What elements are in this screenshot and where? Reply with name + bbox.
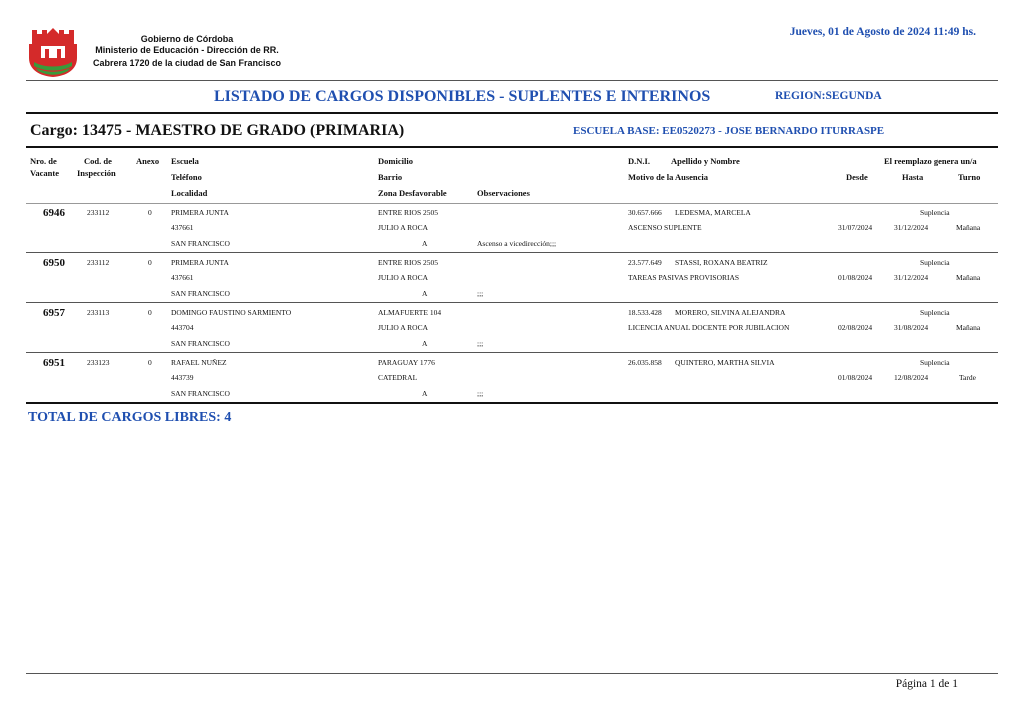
col-zona-desfavorable: Zona Desfavorable [378, 188, 447, 198]
barrio: JULIO A ROCA [378, 223, 429, 232]
cod-inspeccion: 233123 [87, 358, 110, 367]
col-nro-vacante-2: Vacante [30, 168, 59, 178]
dni: 18.533.428 [628, 308, 662, 317]
org-line-3: Cabrera 1720 de la ciudad de San Francisco [92, 58, 282, 68]
fecha-desde: 01/08/2024 [838, 273, 873, 282]
domicilio: PARAGUAY 1776 [378, 358, 435, 367]
table-bottom-divider [26, 402, 998, 404]
observaciones: Ascenso a vicedirección;;; [477, 239, 557, 248]
col-reemplazo: El reemplazo genera un/a [884, 156, 977, 166]
localidad: SAN FRANCISCO [171, 389, 230, 398]
vacante-number: 6946 [43, 207, 65, 219]
dni: 26.035.858 [628, 358, 662, 367]
col-nro-vacante-1: Nro. de [30, 156, 57, 166]
domicilio: ENTRE RIOS 2505 [378, 208, 438, 217]
motivo-ausencia: ASCENSO SUPLENTE [628, 223, 702, 232]
observaciones: ;;; [477, 289, 484, 298]
report-datetime: Jueves, 01 de Agosto de 2024 11:49 hs. [789, 26, 976, 38]
barrio: JULIO A ROCA [378, 323, 429, 332]
col-anexo: Anexo [136, 156, 160, 166]
col-escuela: Escuela [171, 156, 199, 166]
col-apellido-nombre: Apellido y Nombre [671, 156, 740, 166]
escuela: DOMINGO FAUSTINO SARMIENTO [171, 308, 292, 317]
title-divider [26, 112, 998, 114]
escuela-base: ESCUELA BASE: EE0520273 - JOSE BERNARDO ITURRASPE [573, 125, 885, 137]
apellido-nombre: QUINTERO, MARTHA SILVIA [675, 358, 775, 367]
zona-desfavorable: A [422, 289, 428, 298]
fecha-desde: 31/07/2024 [838, 223, 873, 232]
col-localidad: Localidad [171, 188, 208, 198]
col-turno: Turno [958, 172, 981, 182]
anexo: 0 [148, 358, 152, 367]
apellido-nombre: LEDESMA, MARCELA [675, 208, 751, 217]
cod-inspeccion: 233112 [87, 208, 110, 217]
telefono: 443739 [171, 373, 194, 382]
cargo-title: Cargo: 13475 - MAESTRO DE GRADO (PRIMARIA) [30, 122, 405, 139]
anexo: 0 [148, 208, 152, 217]
footer-divider [26, 673, 998, 674]
org-line-1: Gobierno de Córdoba [140, 34, 234, 44]
localidad: SAN FRANCISCO [171, 339, 230, 348]
col-barrio: Barrio [378, 172, 403, 182]
page-number: Página 1 de 1 [895, 678, 958, 690]
motivo-ausencia: LICENCIA ANUAL DOCENTE POR JUBILACION [628, 323, 790, 332]
escuela: RAFAEL NUÑEZ [171, 358, 227, 367]
region-label: REGION:SEGUNDA [775, 90, 882, 102]
col-domicilio: Domicilio [378, 156, 413, 166]
col-cod-inspeccion-1: Cod. de [84, 156, 112, 166]
fecha-hasta: 31/12/2024 [894, 273, 929, 282]
escuela: PRIMERA JUNTA [171, 258, 229, 267]
dni: 30.657.666 [628, 208, 662, 217]
reemplazo-tipo: Suplencia [920, 258, 950, 267]
turno: Mañana [956, 323, 981, 332]
zona-desfavorable: A [422, 239, 428, 248]
row-divider [26, 302, 998, 303]
localidad: SAN FRANCISCO [171, 289, 230, 298]
turno: Mañana [956, 273, 981, 282]
header-row-divider [26, 203, 998, 204]
zona-desfavorable: A [422, 339, 428, 348]
apellido-nombre: STASSI, ROXANA BEATRIZ [675, 258, 768, 267]
col-dni: D.N.I. [628, 156, 650, 166]
telefono: 437661 [171, 273, 194, 282]
observaciones: ;;; [477, 389, 484, 398]
col-telefono: Teléfono [171, 172, 202, 182]
apellido-nombre: MORERO, SILVINA ALEJANDRA [675, 308, 786, 317]
header-divider [26, 80, 998, 81]
col-observaciones: Observaciones [477, 188, 530, 198]
domicilio: ALMAFUERTE 104 [378, 308, 442, 317]
total-cargos-libres: TOTAL DE CARGOS LIBRES: 4 [28, 410, 232, 425]
turno: Tarde [959, 373, 976, 382]
telefono: 443704 [171, 323, 194, 332]
fecha-hasta: 31/08/2024 [894, 323, 929, 332]
fecha-hasta: 31/12/2024 [894, 223, 929, 232]
cargo-divider [26, 146, 998, 148]
col-hasta: Hasta [902, 172, 924, 182]
turno: Mañana [956, 223, 981, 232]
barrio: CATEDRAL [378, 373, 418, 382]
organization-header [80, 34, 294, 69]
reemplazo-tipo: Suplencia [920, 308, 950, 317]
col-cod-inspeccion-2: Inspección [77, 168, 116, 178]
barrio: JULIO A ROCA [378, 273, 429, 282]
domicilio: ENTRE RIOS 2505 [378, 258, 438, 267]
observaciones: ;;; [477, 339, 484, 348]
report-title: LISTADO DE CARGOS DISPONIBLES - SUPLENTES E INTERINOS [214, 88, 711, 105]
row-divider [26, 252, 998, 253]
cod-inspeccion: 233113 [87, 308, 110, 317]
anexo: 0 [148, 308, 152, 317]
motivo-ausencia: TAREAS PASIVAS PROVISORIAS [628, 273, 740, 282]
col-desde: Desde [846, 172, 868, 182]
telefono: 437661 [171, 223, 194, 232]
escuela: PRIMERA JUNTA [171, 208, 229, 217]
fecha-desde: 01/08/2024 [838, 373, 873, 382]
reemplazo-tipo: Suplencia [920, 208, 950, 217]
cod-inspeccion: 233112 [87, 258, 110, 267]
fecha-desde: 02/08/2024 [838, 323, 873, 332]
dni: 23.577.649 [628, 258, 662, 267]
fecha-hasta: 12/08/2024 [894, 373, 929, 382]
vacante-number: 6957 [43, 307, 65, 319]
localidad: SAN FRANCISCO [171, 239, 230, 248]
cordoba-coat-of-arms-logo [26, 24, 80, 78]
org-line-2: Ministerio de Educación - Dirección de RR. [95, 45, 279, 55]
vacante-number: 6950 [43, 257, 65, 269]
col-motivo-ausencia: Motivo de la Ausencia [628, 172, 709, 182]
reemplazo-tipo: Suplencia [920, 358, 950, 367]
vacante-number: 6951 [43, 357, 65, 369]
zona-desfavorable: A [422, 389, 428, 398]
anexo: 0 [148, 258, 152, 267]
row-divider [26, 352, 998, 353]
